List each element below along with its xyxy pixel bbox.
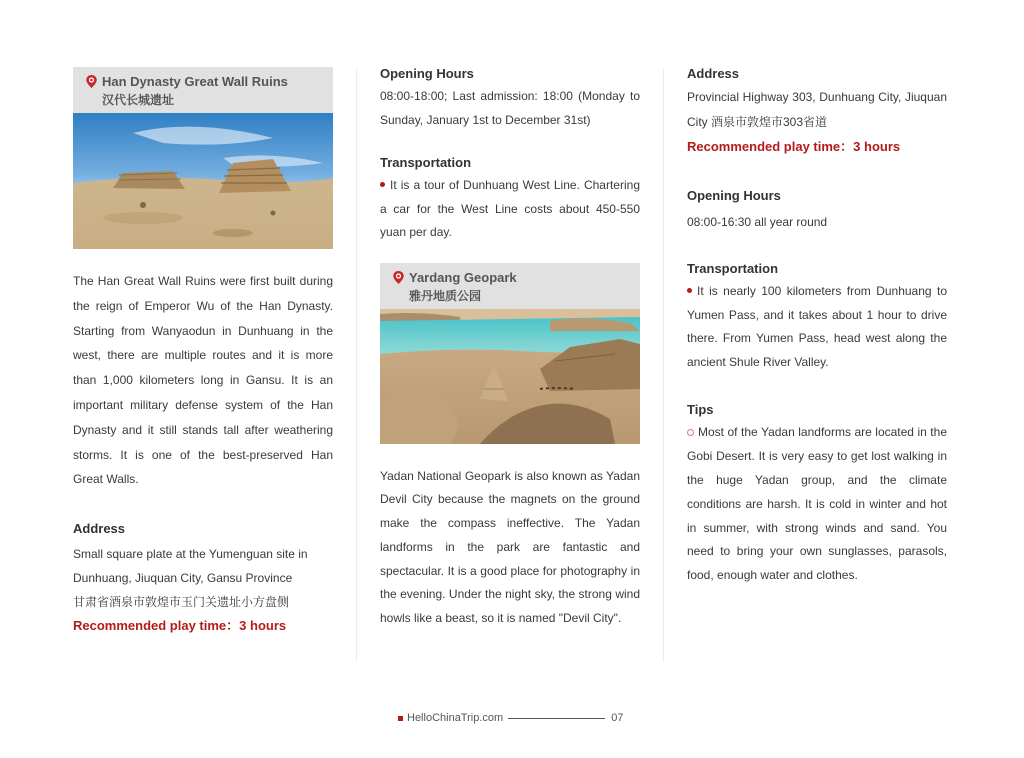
han-wall-ruins-photo (73, 113, 333, 249)
page-number: 07 (611, 712, 624, 724)
han-wall-description: The Han Great Wall Ruins were first built during the reign of Emperor Wu of the Han Dynasty. Starting from Wanyaodun in Dunhuang in the west, there are multiple routes and it is more than 1,000 kilometers long in Gansu. It is an important military defense system of the Han Dynasty and it still stands tall after weathering storms. It is one of the best-preserved Han Great Walls. (73, 274, 333, 487)
column-divider (663, 68, 664, 662)
address-line: Dunhuang, Jiuquan City, Gansu Province (73, 571, 293, 586)
section-title-yardang (380, 263, 640, 309)
ring-bullet-icon (687, 429, 694, 436)
transportation-heading: Transportation (380, 155, 472, 170)
address-line: Small square plate at the Yumenguan site in (73, 547, 308, 562)
transportation-text-body: It is nearly 100 kilometers from Dunhuang to Yumen Pass, and it takes about 1 hour to drive there. From Yumen Pass, head west along the ancient Shule River Valley. (687, 284, 947, 369)
footer-square-icon (398, 716, 403, 721)
bullet-dot (380, 182, 385, 187)
tips-text-body: Most of the Yadan landforms are located in the Gobi Desert. It is very easy to get lost walking in the huge Yadan group, and the climate conditions are harsh. It is cold in winter and hot in summer, with strong winds and sand. You need to bring your own sunglasses, parasols, food, enough water and clothes. (687, 425, 947, 583)
opening-hours-heading: Opening Hours (687, 188, 781, 203)
page-footer (398, 711, 623, 725)
map-pin-icon (392, 270, 405, 285)
yardang-description: Yadan National Geopark is also known as Yadan Devil City because the magnets on the ground make the compass ineffective. The Yadan landforms in the park are fantastic and spectacular. It is a good place for photography in the evening. Under the night sky, the strong wind howls like a beast, so it is named "Devil City". (380, 468, 640, 626)
column-left (73, 67, 333, 635)
address-heading: Address (73, 521, 126, 537)
section-title-han-wall (73, 67, 333, 113)
section-title-zh: 汉代长城遗址 (102, 93, 175, 107)
column-divider (356, 68, 357, 662)
bullet-dot (687, 288, 692, 293)
recommended-play-time: Recommended play time：3 hours (687, 139, 901, 154)
opening-hours-heading: Opening Hours (380, 66, 474, 81)
opening-hours-text: 08:00-16:30 all year round (687, 215, 828, 229)
section-title-zh: 雅丹地质公园 (409, 288, 482, 303)
transportation-text (687, 280, 947, 374)
column-middle (380, 65, 640, 631)
tips-heading: Tips (687, 402, 714, 418)
opening-hours-text: 08:00-18:00; Last admission: 18:00 (Monday to Sunday, January 1st to December 31st) (380, 89, 640, 127)
transportation-heading: Transportation (687, 261, 779, 276)
transportation-text (380, 174, 640, 245)
section-title-en: Han Dynasty Great Wall Ruins (102, 74, 288, 89)
tips-text (687, 421, 947, 588)
transportation-text-body: It is a tour of Dunhuang West Line. Chartering a car for the West Line costs about 450-550 yuan per day. (380, 178, 640, 239)
recommended-play-time: Recommended play time：3 hours (73, 618, 287, 634)
column-right (687, 65, 947, 588)
footer-rule (508, 718, 605, 719)
address-text: Provincial Highway 303, Dunhuang City, Jiuquan City 酒泉市敦煌市303省道 (687, 90, 947, 129)
section-title-en: Yardang Geopark (409, 269, 517, 285)
map-pin-icon (85, 74, 98, 89)
address-zh: 甘肃省酒泉市敦煌市玉门关遗址小方盘侧 (73, 595, 290, 610)
yardang-geopark-photo (380, 309, 640, 444)
address-heading: Address (687, 66, 740, 81)
footer-site[interactable]: HelloChinaTrip.com (407, 712, 504, 724)
